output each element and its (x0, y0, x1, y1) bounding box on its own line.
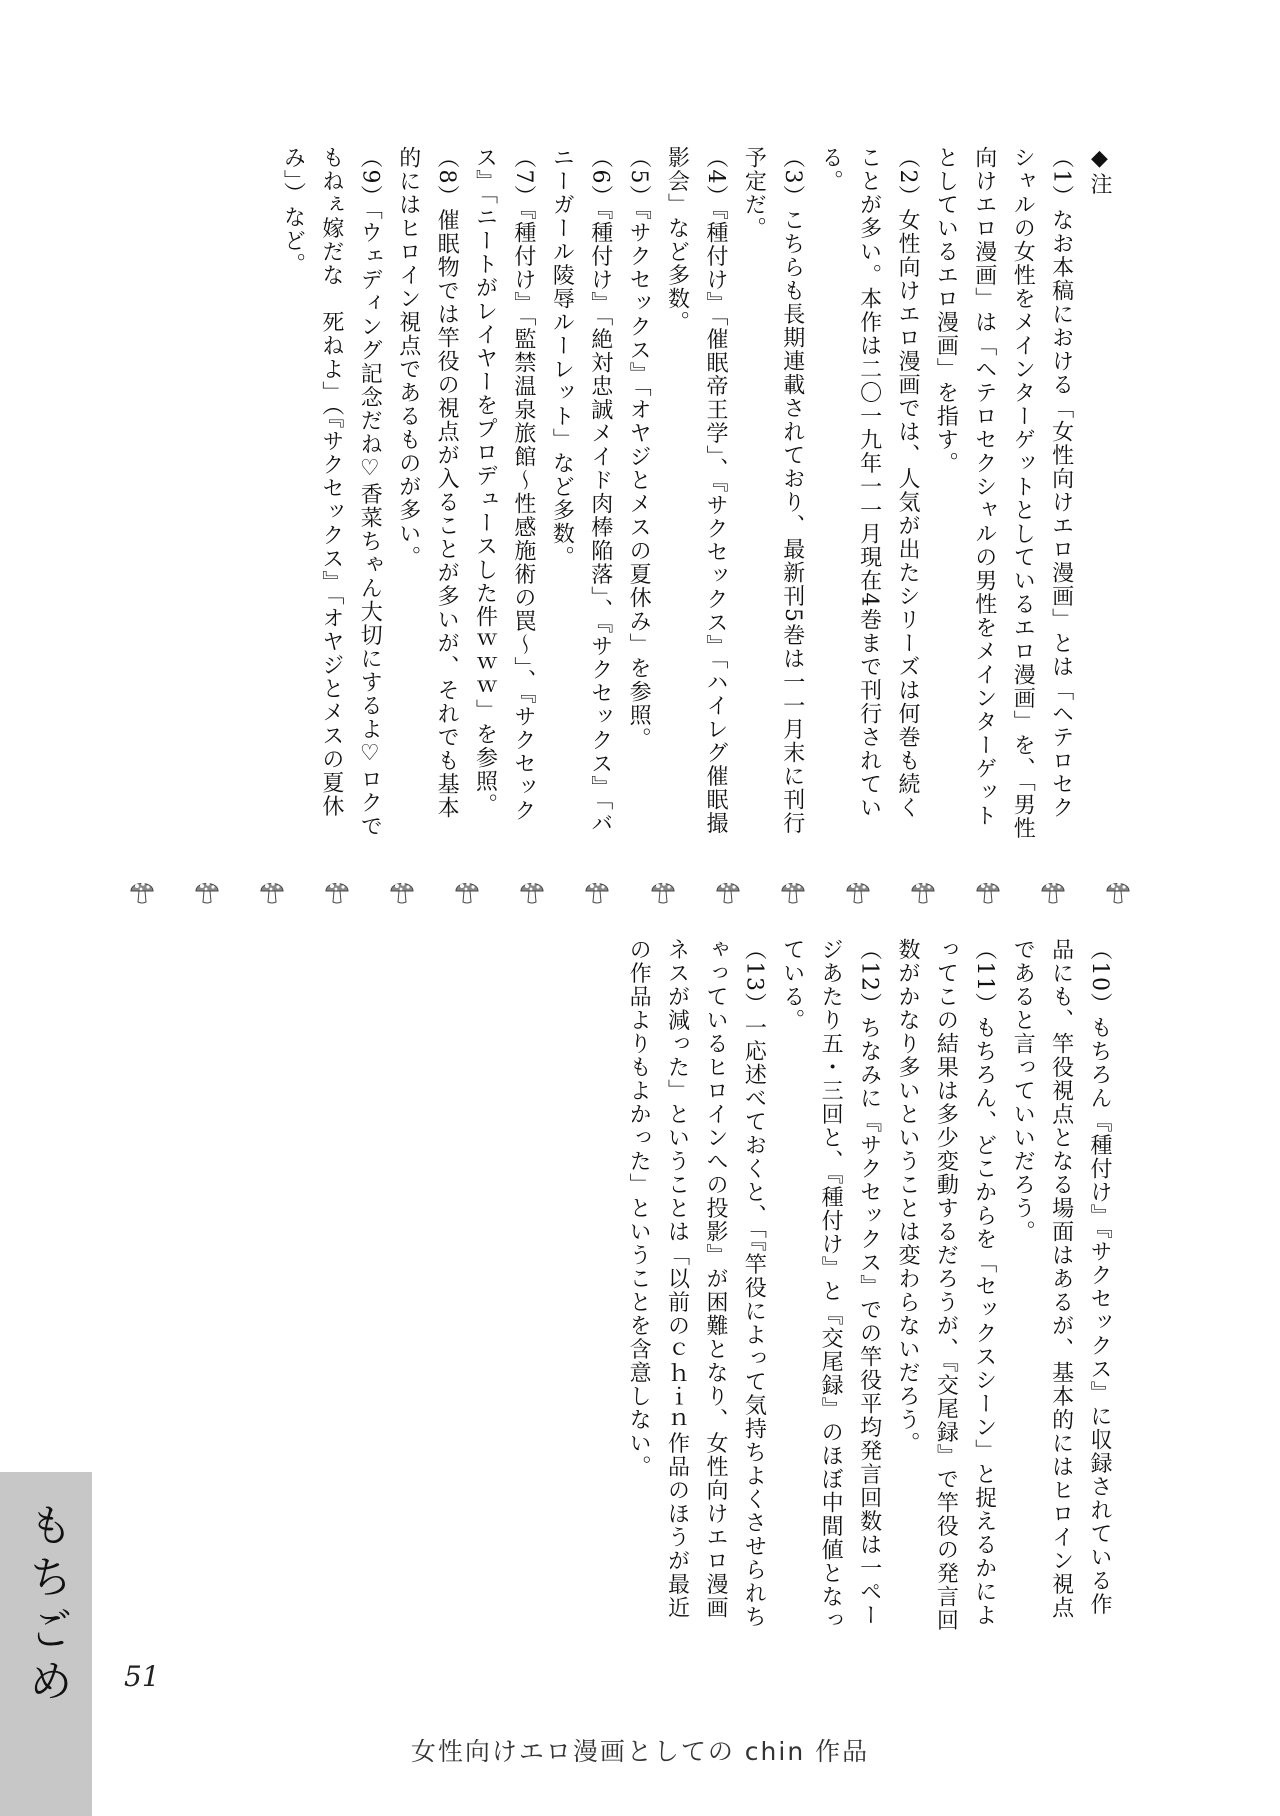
note-item: （5）『サクセックス』「オヤジとメスの夏休み」を参照。 (626, 146, 652, 751)
mushroom-icon (974, 875, 1002, 905)
mushroom-icon (909, 875, 937, 905)
mushroom-icon (193, 875, 221, 905)
note-item: （7）『種付け』「監禁温泉旅館～性感施術の罠～」、『サクセックス』「ニートがレイヤーをプロデュースした件ｗｗｗ」を参照。 (472, 146, 536, 823)
notes-heading: ◆注 (1087, 146, 1112, 196)
mushroom-icon (844, 875, 872, 905)
author-name: もちごめ (21, 1502, 72, 1710)
mushroom-icon (714, 875, 742, 905)
note-item: （13）一応述べておくと、「『竿役によって気持ちよくさせられちゃっているヒロインへの投影』が困難となり、女性向けエロ漫画ネスが減った」ということは「以前のｃｈｉｎ作品のほうが最近の作品よりもよかった」ということを含意しない。 (626, 938, 767, 1629)
notes-section-top (98, 146, 1118, 841)
note-item: （1）なお本稿における「女性向けエロ漫画」とは「ヘテロセクシャルの女性をメインターゲットとしているエロ漫画」を、「男性向けエロ漫画」は「ヘテロセクシャルの男性をメインターゲットとしているエロ漫画」を指す。 (933, 146, 1074, 840)
note-item: （8）催眠物では竿役の視点が入ることが多いが、それでも基本的にはヒロイン視点であるものが多い。 (395, 146, 460, 820)
running-title: 女性向けエロ漫画としての chin 作品 (410, 1737, 870, 1766)
note-item: （12）ちなみに『サクセックス』での竿役平均発言回数は一ページあたり五・三回と、『種付け』と『交尾録』のほぼ中間値となっている。 (779, 938, 882, 1632)
note-item: （10）もちろん『種付け』『サクセックス』に収録されている作品にも、竿役視点となる場面はあるが、基本的にはヒロイン視点であると言っていいだろう。 (1010, 938, 1112, 1620)
mushroom-icon (323, 875, 351, 905)
notes-section-bottom (398, 938, 1118, 1633)
page-number: 51 (124, 1660, 160, 1693)
mushroom-icon (649, 875, 677, 905)
note-item: （11）もちろん、どこからを「セックスシーン」と捉えるかによってこの結果は多少変動するだろうが、『交尾録』で竿役の発言回数がかなり多いということは変わらないだろう。 (894, 938, 997, 1632)
mushroom-icon (518, 875, 546, 905)
note-item: （6）『種付け』「絶対忠誠メイド肉棒陥落」、『サクセックス』「バニーガール陵辱ルーレット」など多数。 (549, 146, 613, 835)
note-item: （9）「ウェディング記念だね♡香菜ちゃん大切にするよ♡ロクでもねぇ嫁だな 死ねよ」（『サクセックス』「オヤジとメスの夏休み」）など。 (280, 146, 383, 838)
note-item: （4）『種付け』「催眠帝王学」、『サクセックス』「ハイレグ催眠撮影会」など多数。 (664, 146, 728, 835)
mushroom-divider (128, 870, 1132, 910)
mushroom-icon (453, 875, 481, 905)
mushroom-icon (258, 875, 286, 905)
note-item: （3）こちらも長期連載されており、最新刊5巻は一一月末に刊行予定だ。 (741, 146, 805, 835)
mushroom-icon (1039, 875, 1067, 905)
mushroom-icon (1104, 875, 1132, 905)
mushroom-icon (779, 875, 807, 905)
note-item: （2）女性向けエロ漫画では、人気が出たシリーズは何巻も続くことが多い。本作は二〇一九年一一月現在4巻まで刊行されている。 (818, 146, 920, 820)
mushroom-icon (388, 875, 416, 905)
mushroom-icon (583, 875, 611, 905)
mushroom-icon (128, 875, 156, 905)
